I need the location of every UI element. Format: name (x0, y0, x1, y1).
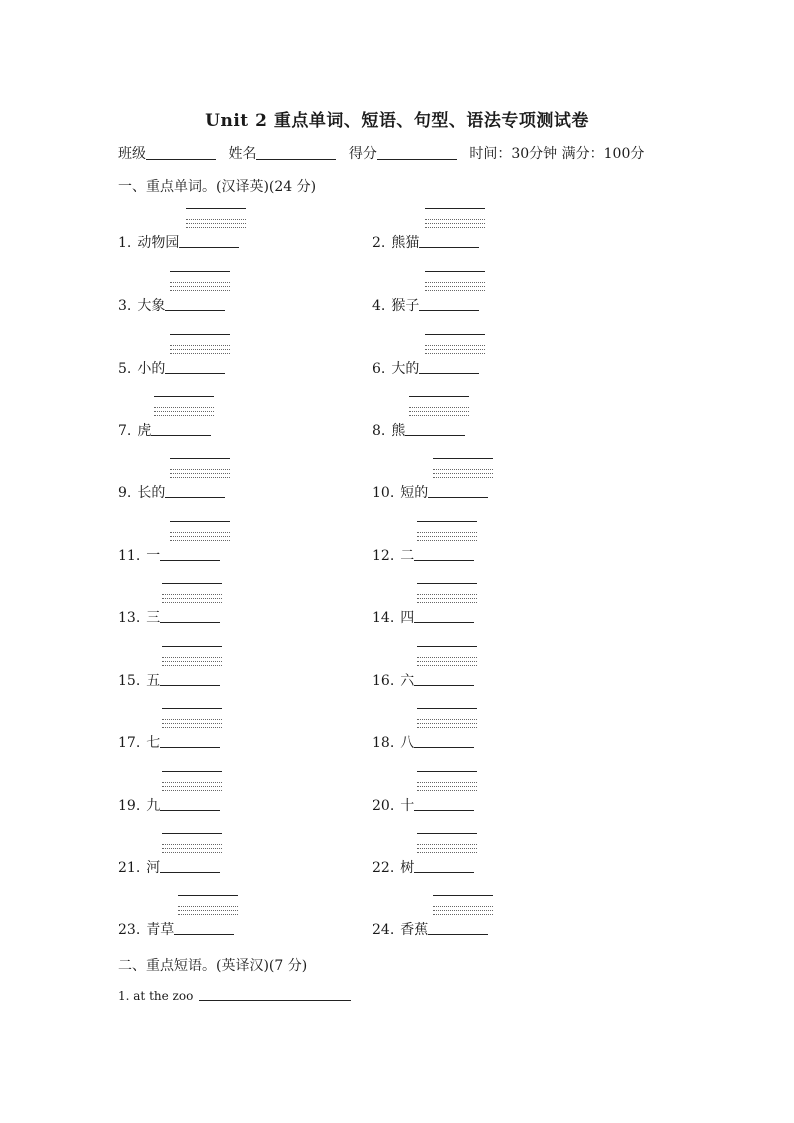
item-word: 河 (146, 860, 161, 876)
item-number: 9. (118, 485, 132, 501)
item-word: 五 (146, 673, 161, 689)
item-number: 18. (372, 735, 395, 751)
item-word: 小的 (137, 361, 166, 377)
item-number: 10. (372, 485, 395, 501)
phrase-item (118, 988, 351, 1003)
time-score-info: 时间：30分钟 满分：100分 (469, 146, 645, 162)
item-number: 6. (372, 361, 386, 377)
phrase-text: at the zoo (133, 989, 194, 1003)
writing-guide (170, 271, 230, 299)
item-word: 大象 (137, 298, 166, 314)
item-word: 七 (146, 735, 161, 751)
item-word: 四 (400, 610, 415, 626)
item-word: 一 (146, 548, 161, 564)
item-number: 21. (118, 860, 141, 876)
item-number: 19. (118, 798, 141, 814)
writing-guide (417, 708, 477, 736)
section-2-heading: 二、重点短语。(英译汉)(7 分) (118, 958, 308, 974)
writing-guide (433, 895, 493, 923)
writing-guide (409, 396, 469, 424)
student-info-row (118, 143, 644, 163)
item-word: 大的 (391, 361, 420, 377)
item-word: 三 (146, 610, 161, 626)
item-word: 香蕉 (400, 922, 429, 938)
writing-guide (170, 334, 230, 362)
item-word: 动物园 (137, 235, 180, 251)
name-label: 姓名 (228, 146, 257, 162)
writing-guide (425, 271, 485, 299)
item-number: 11. (118, 548, 141, 564)
writing-guide (178, 895, 238, 923)
writing-guide (162, 833, 222, 861)
item-word: 二 (400, 548, 415, 564)
item-word: 虎 (137, 423, 152, 439)
item-number: 14. (372, 610, 395, 626)
item-number: 4. (372, 298, 386, 314)
item-number: 7. (118, 423, 132, 439)
item-word: 短的 (400, 485, 429, 501)
page-title: Unit 2 重点单词、短语、句型、语法专项测试卷 (205, 111, 589, 131)
writing-guide (186, 208, 246, 236)
writing-guide (162, 708, 222, 736)
writing-guide (425, 334, 485, 362)
writing-guide (425, 208, 485, 236)
item-word: 猴子 (391, 298, 420, 314)
item-word: 长的 (137, 485, 166, 501)
item-number: 23. (118, 922, 141, 938)
writing-guide (417, 646, 477, 674)
item-number: 1. (118, 235, 132, 251)
writing-guide (170, 458, 230, 486)
item-number: 22. (372, 860, 395, 876)
item-word: 熊 (391, 423, 406, 439)
phrase-number: 1. (118, 989, 130, 1003)
name-field[interactable] (256, 145, 336, 160)
item-word: 九 (146, 798, 161, 814)
writing-guide (417, 833, 477, 861)
item-number: 13. (118, 610, 141, 626)
item-word: 十 (400, 798, 415, 814)
score-label: 得分 (348, 146, 377, 162)
item-number: 20. (372, 798, 395, 814)
writing-guide (417, 583, 477, 611)
writing-guide (162, 646, 222, 674)
item-number: 24. (372, 922, 395, 938)
item-number: 16. (372, 673, 395, 689)
item-word: 熊猫 (391, 235, 420, 251)
writing-guide (162, 771, 222, 799)
writing-guide (154, 396, 214, 424)
item-number: 3. (118, 298, 132, 314)
writing-guide (417, 771, 477, 799)
item-number: 12. (372, 548, 395, 564)
item-word: 青草 (146, 922, 175, 938)
item-number: 17. (118, 735, 141, 751)
phrase-answer-line[interactable] (199, 988, 351, 1001)
writing-guide (417, 521, 477, 549)
class-field[interactable] (146, 145, 216, 160)
item-word: 六 (400, 673, 415, 689)
score-field[interactable] (377, 145, 457, 160)
item-number: 15. (118, 673, 141, 689)
writing-guide (170, 521, 230, 549)
item-number: 2. (372, 235, 386, 251)
item-number: 5. (118, 361, 132, 377)
item-word: 八 (400, 735, 415, 751)
class-label: 班级 (118, 146, 146, 162)
writing-guide (433, 458, 493, 486)
writing-guide (162, 583, 222, 611)
item-number: 8. (372, 423, 386, 439)
item-word: 树 (400, 860, 415, 876)
section-1-heading: 一、重点单词。(汉译英)(24 分) (118, 179, 317, 195)
